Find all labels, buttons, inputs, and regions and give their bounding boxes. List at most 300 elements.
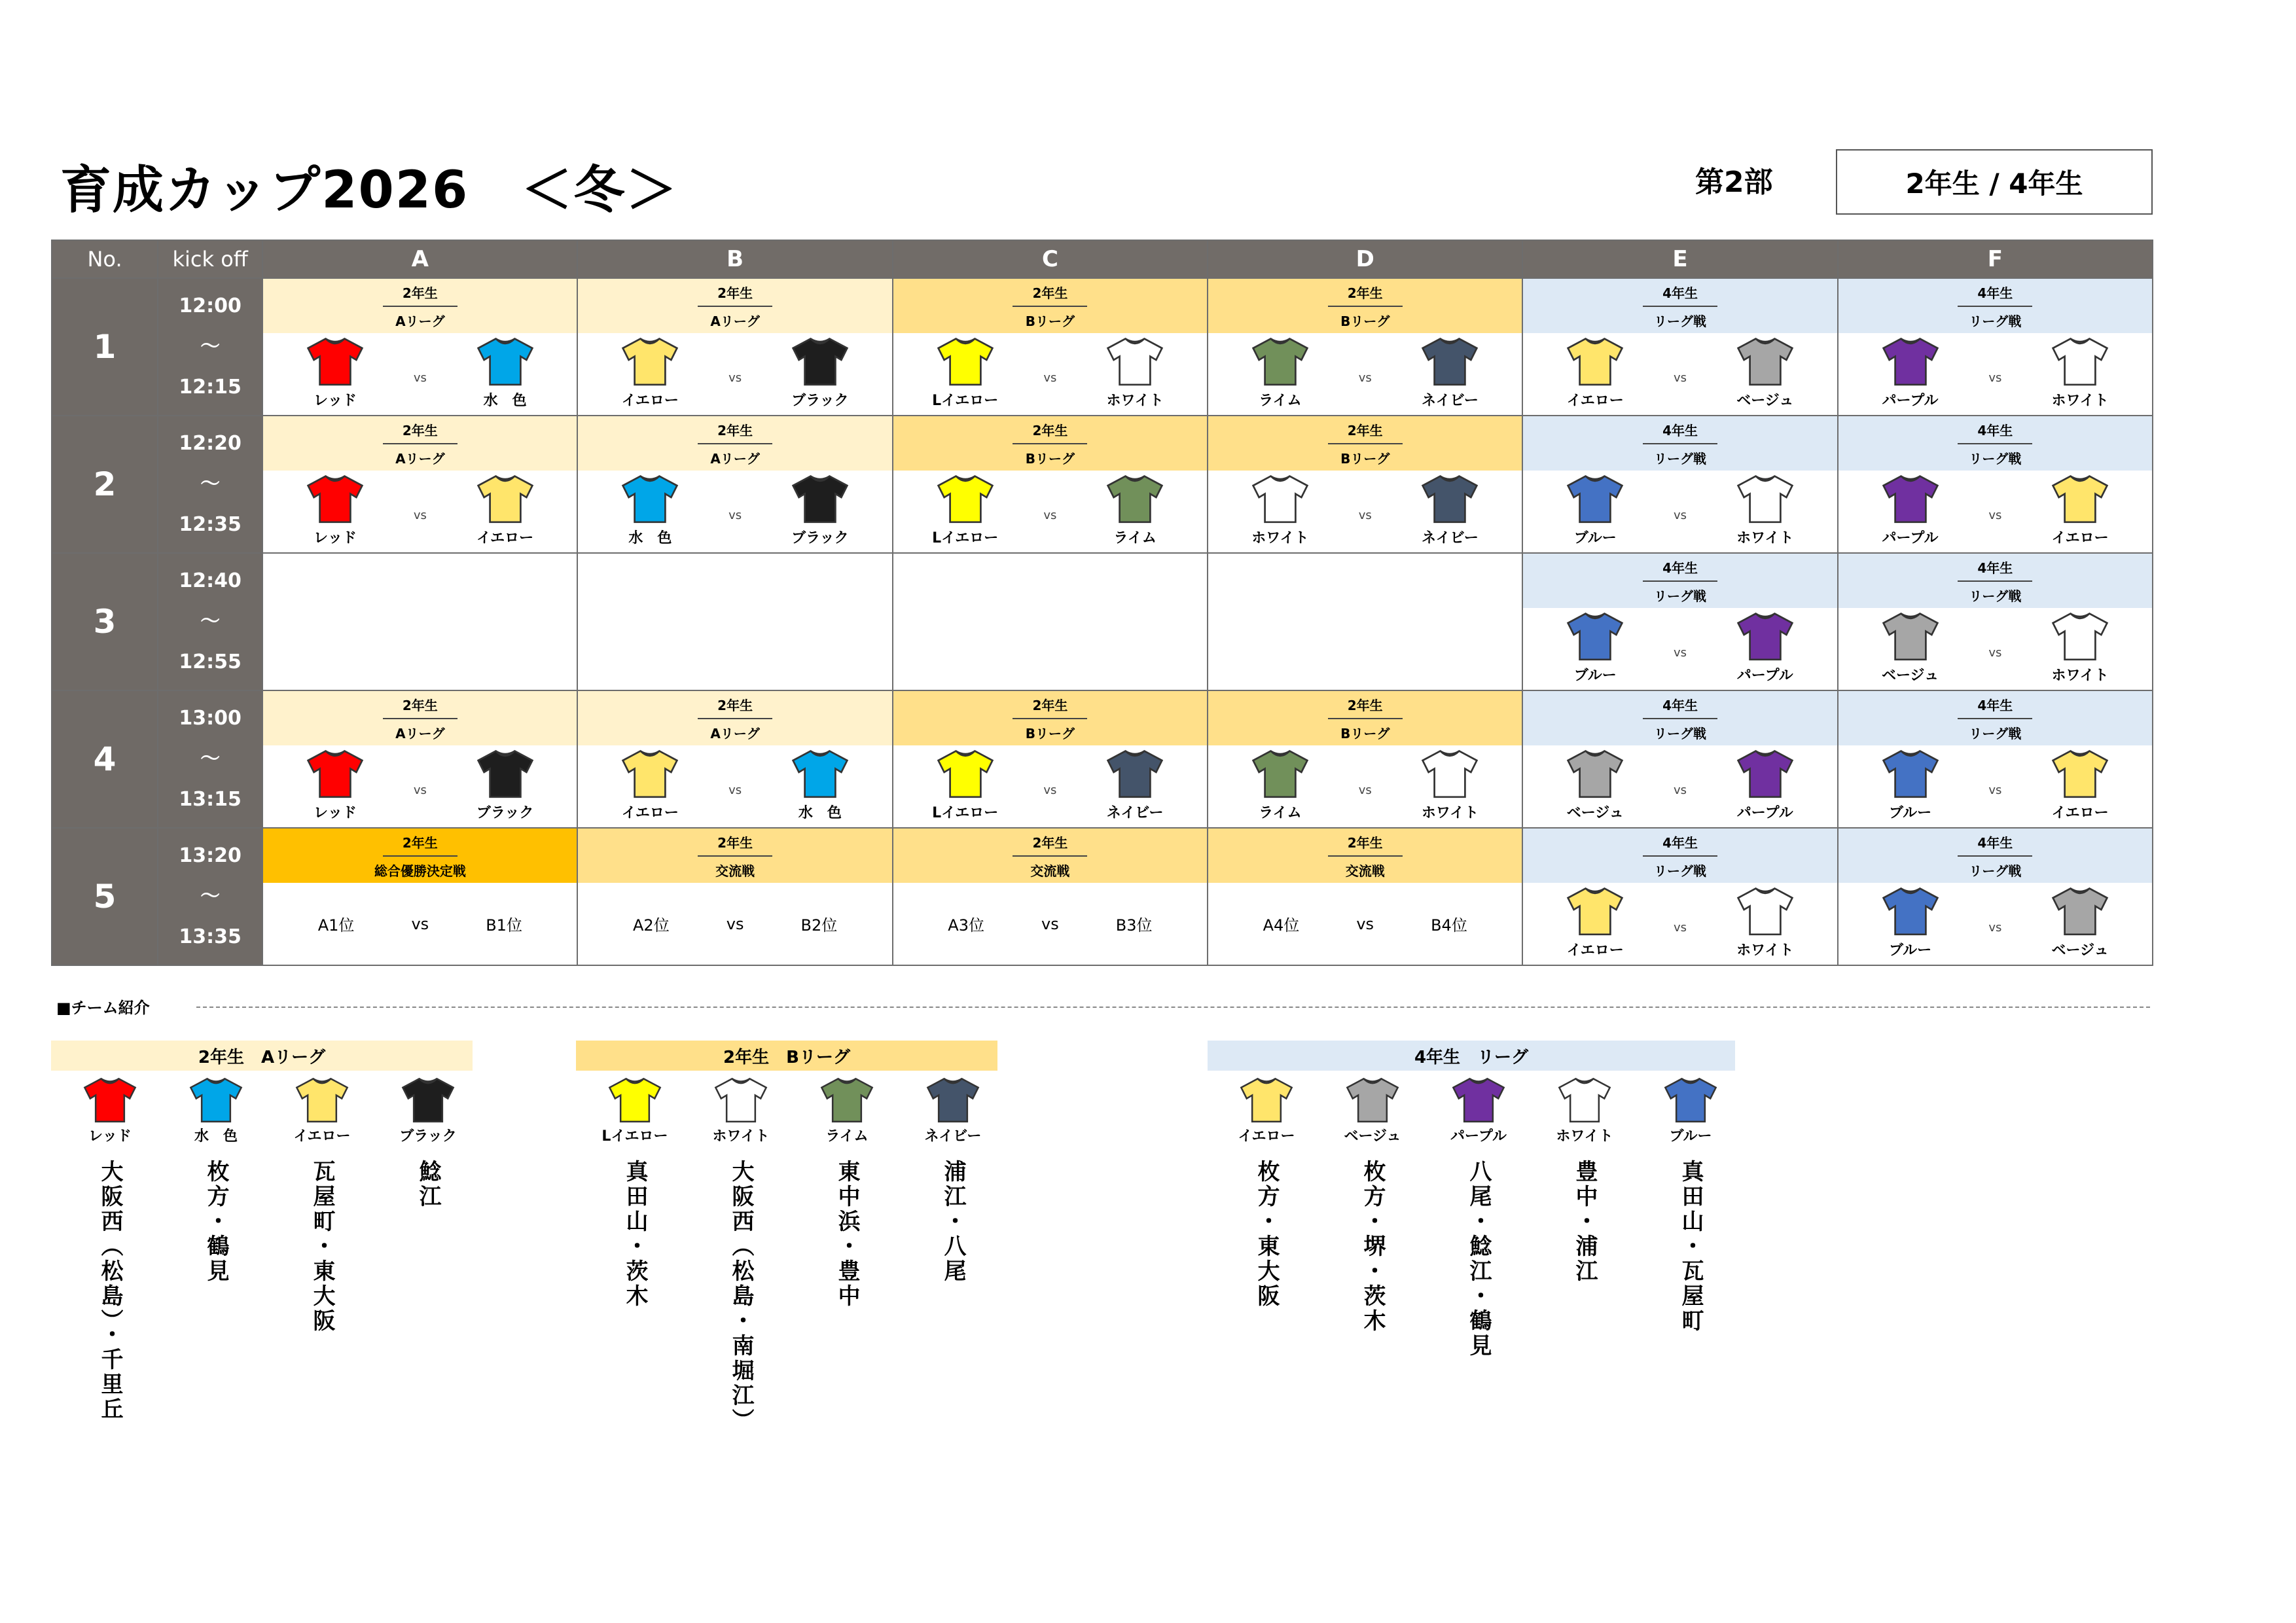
- vs-label: vs: [1674, 646, 1687, 660]
- shirt-icon: [306, 749, 365, 799]
- shirt-icon: [1736, 611, 1795, 662]
- league-label: Aリーグ: [710, 450, 760, 467]
- team-card: [1330, 1077, 1415, 1334]
- shirt-icon: [791, 474, 850, 524]
- team-name: パープル: [1736, 805, 1793, 821]
- grade-label: 2年生: [1328, 283, 1403, 307]
- grade-label: 2年生: [698, 283, 772, 307]
- schedule-row: [52, 416, 2153, 553]
- matchup: [1523, 608, 1837, 690]
- matchup: [1208, 333, 1522, 415]
- team-color-name: ネイビー: [924, 1128, 982, 1145]
- team-name: レッド: [314, 393, 357, 409]
- shirt-icon: [1736, 336, 1795, 387]
- shirt-icon: [936, 336, 995, 387]
- match-cell: [1522, 553, 1837, 690]
- team-name: ライム: [1259, 393, 1302, 409]
- team-name: パープル: [1736, 668, 1793, 684]
- end-time: 12:35: [179, 513, 242, 536]
- match-category: [578, 416, 891, 471]
- schedule-row: [52, 278, 2153, 416]
- team-color-name: パープル: [1450, 1128, 1507, 1145]
- matchup: [1523, 471, 1837, 552]
- team-name: ホワイト: [1736, 942, 1794, 959]
- league-label: リーグ戦: [1969, 725, 2022, 741]
- grade-label: 2年生: [383, 695, 457, 719]
- match-cell: [262, 828, 577, 965]
- matchup: [1839, 333, 2152, 415]
- shirt-icon: [1566, 474, 1624, 524]
- league-label: 交流戦: [1030, 863, 1070, 879]
- team: [781, 749, 859, 822]
- time-tilde: ～: [200, 473, 221, 495]
- match-cell: [1208, 416, 1522, 553]
- shirt-icon: [1566, 749, 1624, 799]
- group-title: 2年生 Bリーグ: [576, 1041, 997, 1071]
- team: [1410, 474, 1489, 547]
- shirt-icon: [2051, 886, 2109, 936]
- team-name: ホワイト: [1106, 393, 1164, 409]
- team-schools: 真田山・茨木: [622, 1160, 648, 1310]
- match-category: [893, 416, 1207, 471]
- shirt-icon: [1105, 336, 1164, 387]
- header-row: [52, 240, 2153, 278]
- match-category: [1839, 279, 2152, 333]
- league-label: リーグ戦: [1969, 313, 2022, 329]
- shirt-icon: [607, 1077, 662, 1124]
- grade-label: 2年生: [1013, 832, 1087, 857]
- end-time: 12:55: [179, 651, 242, 673]
- schedule-row: [52, 553, 2153, 690]
- shirt-icon: [1736, 749, 1795, 799]
- matchup: [893, 883, 1207, 965]
- league-label: Bリーグ: [1340, 450, 1390, 467]
- shirt-icon: [188, 1077, 243, 1124]
- match-category: [1208, 829, 1522, 883]
- match-category: [1208, 416, 1522, 471]
- grade-label: 2年生: [383, 283, 457, 307]
- shirt-icon: [1251, 474, 1310, 524]
- grade-label: 4年生: [1958, 420, 2032, 444]
- team-color-name: ホワイト: [712, 1128, 770, 1145]
- league-label: Bリーグ: [1340, 313, 1390, 329]
- match-category: [1839, 691, 2152, 745]
- matchup: [578, 471, 891, 552]
- rank-away: B4位: [1431, 916, 1467, 935]
- matchup: [1523, 333, 1837, 415]
- shirt-icon: [1251, 749, 1310, 799]
- team-name: ベージュ: [1736, 393, 1794, 409]
- match-cell: [893, 690, 1208, 828]
- grade-label: 4年生: [1643, 558, 1717, 582]
- team-name: ホワイト: [1736, 530, 1794, 546]
- match-number: 1: [52, 278, 158, 416]
- league-label: 交流戦: [1345, 863, 1385, 879]
- start-time: 12:00: [179, 294, 242, 317]
- match-category: [578, 829, 891, 883]
- col-a: A: [262, 240, 577, 278]
- shirt-icon: [2051, 611, 2109, 662]
- team: [926, 474, 1005, 547]
- match-number: 5: [52, 828, 158, 965]
- team-name: イエロー: [621, 393, 679, 409]
- team-name: ベージュ: [1566, 805, 1624, 821]
- vs-label: vs: [1988, 921, 2002, 935]
- team: [1556, 611, 1634, 685]
- team: [1726, 474, 1804, 547]
- match-category: [263, 416, 577, 471]
- matchup: [578, 883, 891, 965]
- match-category: [1839, 416, 2152, 471]
- match-category: [1523, 829, 1837, 883]
- team: [926, 749, 1005, 822]
- end-time: 13:15: [179, 788, 242, 811]
- team-intro-label: ■チーム紹介: [56, 999, 150, 1017]
- match-category: [263, 829, 577, 883]
- team: [611, 474, 689, 547]
- match-cell: [577, 553, 892, 690]
- page-title: 育成カップ2026 ＜冬＞: [60, 161, 679, 220]
- team-name: ブラック: [791, 393, 849, 409]
- match-cell: [577, 416, 892, 553]
- vs-label: vs: [1043, 508, 1057, 522]
- league-label: リーグ戦: [1654, 863, 1707, 879]
- grade-label: 2年生: [698, 420, 772, 444]
- vs-label: vs: [728, 508, 742, 522]
- match-cell: [1838, 278, 2153, 416]
- league-label: 総合優勝決定戦: [374, 863, 466, 879]
- team: [2041, 886, 2119, 959]
- shirt-icon: [1239, 1077, 1294, 1124]
- team-card: [173, 1077, 259, 1284]
- match-cell: [1522, 690, 1837, 828]
- match-cell: [1208, 278, 1522, 416]
- vs-label: vs: [1988, 783, 2002, 797]
- shirt-icon: [2051, 749, 2109, 799]
- team-schools: 枚方・東大阪: [1253, 1160, 1280, 1310]
- shirt-icon: [1420, 749, 1479, 799]
- grade-label: 4年生: [1958, 283, 2032, 307]
- shirt-icon: [1566, 611, 1624, 662]
- team-name: イエロー: [1566, 942, 1624, 959]
- matchup: [1208, 745, 1522, 827]
- team-name: ホワイト: [2051, 393, 2109, 409]
- start-time: 13:00: [179, 707, 242, 730]
- match-category: [1523, 279, 1837, 333]
- shirt-icon: [476, 474, 535, 524]
- shirt-icon: [82, 1077, 137, 1124]
- match-cell: [262, 553, 577, 690]
- team: [1871, 886, 1950, 959]
- grade-label: 2年生: [698, 832, 772, 857]
- team: [1241, 474, 1319, 547]
- grade-label: 4年生: [1958, 832, 2032, 857]
- vs-label: vs: [1674, 371, 1687, 385]
- team: [1726, 749, 1804, 822]
- team-schools: 真田山・瓦屋町: [1677, 1160, 1704, 1334]
- grade-label: 2年生: [1013, 283, 1087, 307]
- team-name: ブルー: [1573, 530, 1617, 546]
- team: [611, 336, 689, 410]
- team: [1871, 336, 1950, 410]
- shirt-icon: [295, 1077, 350, 1124]
- team-name: 水 色: [483, 393, 527, 409]
- shirt-icon: [306, 474, 365, 524]
- team-card: [910, 1077, 996, 1284]
- team-color-name: ベージュ: [1344, 1128, 1401, 1145]
- divider: [196, 1007, 2150, 1008]
- team: [1726, 611, 1804, 685]
- vs-label: vs: [728, 783, 742, 797]
- team-card: [804, 1077, 889, 1309]
- shirt-icon: [925, 1077, 980, 1124]
- match-category: [1208, 691, 1522, 745]
- shirt-icon: [1881, 474, 1940, 524]
- grade-label: 4年生: [1643, 695, 1717, 719]
- grade-label: 4年生: [1958, 695, 2032, 719]
- team-name: イエロー: [621, 805, 679, 821]
- team-color-name: ライム: [825, 1128, 869, 1145]
- team-name: ブラック: [476, 805, 534, 821]
- team: [781, 336, 859, 410]
- match-cell: [893, 553, 1208, 690]
- grade-label: 4年生: [1643, 283, 1717, 307]
- team-schools: 八尾・鯰江・鶴見: [1465, 1160, 1492, 1359]
- shirt-icon: [306, 336, 365, 387]
- matchup: [1839, 883, 2152, 965]
- team-name: ホワイト: [1251, 530, 1309, 546]
- match-category: [578, 279, 891, 333]
- start-time: 12:20: [179, 432, 242, 455]
- matchup: [1523, 745, 1837, 827]
- match-cell: [262, 278, 577, 416]
- kickoff-time: [158, 416, 262, 553]
- team-schools: 枚方・鶴見: [203, 1160, 229, 1285]
- team: [1096, 749, 1174, 822]
- team-name: ネイビー: [1106, 805, 1164, 821]
- team: [1556, 749, 1634, 822]
- grade-label: 2年生: [1328, 695, 1403, 719]
- team: [1410, 749, 1489, 822]
- shirt-icon: [1566, 336, 1624, 387]
- rank-home: A2位: [633, 916, 670, 935]
- team-name: ブラック: [791, 530, 849, 546]
- team-schools: 大阪西（松島・南堀江）: [728, 1160, 754, 1434]
- match-cell: [1208, 828, 1522, 965]
- shirt-icon: [1881, 336, 1940, 387]
- col-f: F: [1838, 240, 2153, 278]
- match-cell: [577, 278, 892, 416]
- team-schools: 枚方・堺・茨木: [1359, 1160, 1386, 1334]
- matchup: [263, 883, 577, 965]
- match-cell: [262, 690, 577, 828]
- shirt-icon: [713, 1077, 768, 1124]
- shirt-icon: [936, 474, 995, 524]
- match-category: [263, 279, 577, 333]
- grade-label: 2年生: [698, 695, 772, 719]
- team: [2041, 749, 2119, 822]
- vs-label: vs: [413, 371, 427, 385]
- col-kickoff: kick off: [158, 240, 262, 278]
- vs-label: vs: [728, 371, 742, 385]
- shirt-icon: [1557, 1077, 1612, 1124]
- start-time: 13:20: [179, 844, 242, 867]
- team: [1871, 611, 1950, 685]
- vs-label: vs: [1358, 371, 1372, 385]
- team: [2041, 336, 2119, 410]
- kickoff-time: [158, 690, 262, 828]
- shirt-icon: [476, 336, 535, 387]
- match-number: 2: [52, 416, 158, 553]
- match-cell: [577, 828, 892, 965]
- team-name: 水 色: [798, 805, 842, 821]
- matchup: [1839, 745, 2152, 827]
- shirt-icon: [2051, 336, 2109, 387]
- team: [1096, 474, 1174, 547]
- team: [1556, 886, 1634, 959]
- team-name: ブルー: [1888, 942, 1932, 959]
- league-label: 交流戦: [715, 863, 755, 879]
- team-card: [386, 1077, 471, 1209]
- matchup: [263, 333, 577, 415]
- match-cell: [577, 690, 892, 828]
- shirt-icon: [1881, 749, 1940, 799]
- rank-away: B1位: [486, 916, 522, 935]
- team-name: レッド: [314, 805, 357, 821]
- league-label: リーグ戦: [1654, 313, 1707, 329]
- matchup: [1208, 471, 1522, 552]
- match-cell: [893, 416, 1208, 553]
- team-color-name: Lイエロー: [601, 1128, 668, 1145]
- schedule-row: [52, 690, 2153, 828]
- team-name: イエロー: [1566, 393, 1624, 409]
- matchup: [263, 471, 577, 552]
- matchup: [1208, 883, 1522, 965]
- col-no: No.: [52, 240, 158, 278]
- team: [781, 474, 859, 547]
- league-label: Bリーグ: [1025, 450, 1075, 467]
- team-schools: 浦江・八尾: [940, 1160, 966, 1285]
- league-label: Bリーグ: [1340, 725, 1390, 741]
- team-color-name: イエロー: [1238, 1128, 1295, 1145]
- vs-label: vs: [1988, 508, 2002, 522]
- shirt-icon: [476, 749, 535, 799]
- vs-label: vs: [1041, 914, 1059, 933]
- matchup: [1523, 883, 1837, 965]
- rank-home: A3位: [948, 916, 984, 935]
- grade-label: 4年生: [1643, 420, 1717, 444]
- shirt-icon: [1105, 474, 1164, 524]
- shirt-icon: [1251, 336, 1310, 387]
- shirt-icon: [2051, 474, 2109, 524]
- group-title: 4年生 リーグ: [1208, 1041, 1735, 1071]
- matchup: [893, 471, 1207, 552]
- time-tilde: ～: [200, 335, 221, 358]
- vs-label: vs: [413, 508, 427, 522]
- league-label: リーグ戦: [1969, 863, 2022, 879]
- match-number: 3: [52, 553, 158, 690]
- team: [466, 474, 545, 547]
- matchup: [1839, 608, 2152, 690]
- rank-home: A4位: [1263, 916, 1300, 935]
- match-cell: [262, 416, 577, 553]
- shirt-icon: [1881, 886, 1940, 936]
- end-time: 13:35: [179, 925, 242, 948]
- grade-label: 2年生: [383, 832, 457, 857]
- team-name: ホワイト: [2051, 668, 2109, 684]
- schedule-row: [52, 828, 2153, 965]
- grade-label: 2年生: [1013, 420, 1087, 444]
- match-category: [1839, 554, 2152, 608]
- team-card: [1542, 1077, 1627, 1284]
- team-name: ネイビー: [1422, 530, 1479, 546]
- time-tilde: ～: [200, 747, 221, 770]
- rank-away: B3位: [1115, 916, 1153, 935]
- shirt-icon: [1345, 1077, 1400, 1124]
- team-name: 水 色: [628, 530, 672, 546]
- vs-label: vs: [1356, 914, 1374, 933]
- vs-label: vs: [1674, 783, 1687, 797]
- match-cell: [1208, 690, 1522, 828]
- team-name: ネイビー: [1422, 393, 1479, 409]
- matchup: [893, 333, 1207, 415]
- team: [296, 336, 374, 410]
- team: [1871, 749, 1950, 822]
- shirt-icon: [819, 1077, 874, 1124]
- match-cell: [1838, 553, 2153, 690]
- grade-label: 4年生: [1958, 558, 2032, 582]
- team: [1096, 336, 1174, 410]
- team-color-name: レッド: [88, 1128, 132, 1145]
- team: [1556, 336, 1634, 410]
- team-name: レッド: [314, 530, 357, 546]
- team: [1726, 336, 1804, 410]
- vs-label: vs: [726, 914, 744, 933]
- matchup: [893, 745, 1207, 827]
- league-label: リーグ戦: [1654, 725, 1707, 741]
- col-d: D: [1208, 240, 1522, 278]
- rank-away: B2位: [800, 916, 838, 935]
- team: [1871, 474, 1950, 547]
- team-name: ライム: [1113, 530, 1157, 546]
- match-category: [1523, 554, 1837, 608]
- team-card: [279, 1077, 365, 1334]
- league-label: Bリーグ: [1025, 313, 1075, 329]
- vs-label: vs: [1674, 508, 1687, 522]
- league-label: Aリーグ: [395, 450, 445, 467]
- team-color-name: ブルー: [1669, 1128, 1712, 1145]
- match-cell: [1522, 828, 1837, 965]
- match-cell: [893, 828, 1208, 965]
- league-label: Aリーグ: [710, 313, 760, 329]
- match-category: [893, 691, 1207, 745]
- start-time: 12:40: [179, 569, 242, 592]
- end-time: 12:15: [179, 376, 242, 399]
- shirt-icon: [936, 749, 995, 799]
- vs-label: vs: [1043, 371, 1057, 385]
- team: [926, 336, 1005, 410]
- shirt-icon: [1736, 474, 1795, 524]
- match-cell: [1522, 278, 1837, 416]
- team-color-name: ホワイト: [1556, 1128, 1613, 1145]
- matchup: [1839, 471, 2152, 552]
- team: [1241, 336, 1319, 410]
- group-title: 2年生 Aリーグ: [51, 1041, 473, 1071]
- team-name: Lイエロー: [932, 393, 999, 409]
- team: [611, 749, 689, 822]
- shirt-icon: [620, 474, 679, 524]
- matchup: [578, 333, 891, 415]
